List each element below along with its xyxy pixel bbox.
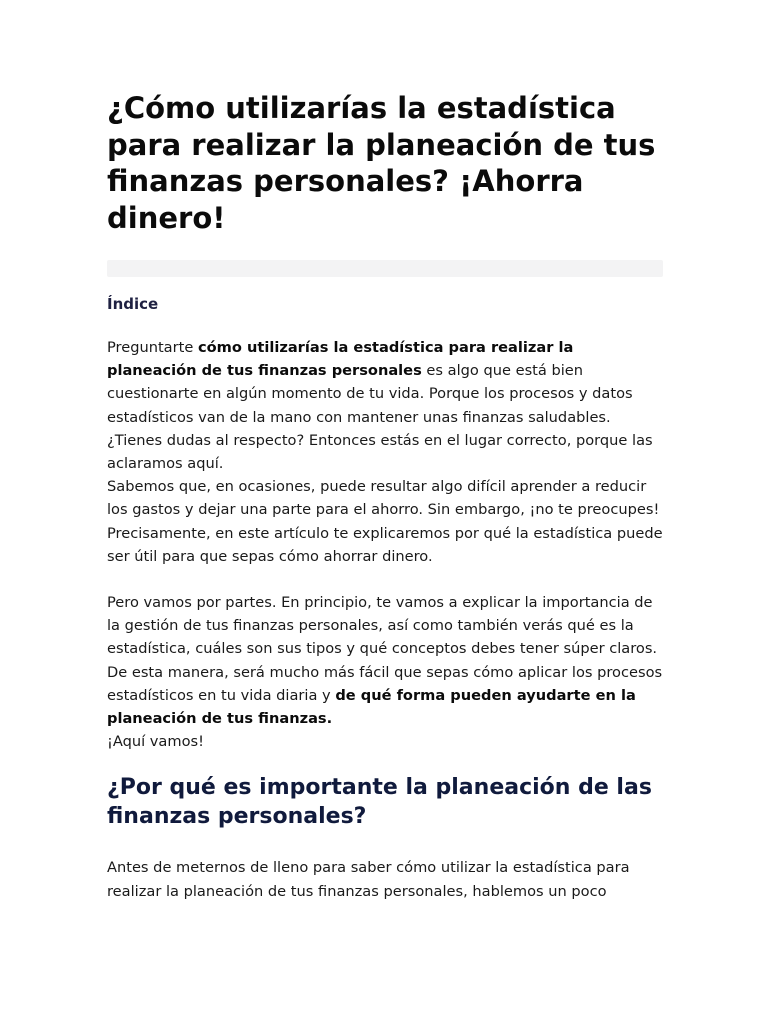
intro3-closing: ¡Aquí vamos! xyxy=(107,733,204,751)
toc-label[interactable]: Índice xyxy=(107,295,159,313)
intro-paragraph-1 xyxy=(107,336,663,475)
intro-text-continued: es algo que está bien cuestionarte en algún momento de tu vida. Porque los procesos y datos estadísticos van de la mano con mantener unas finanzas saludables. ¿Tienes dudas al respecto? Entonces estás en el lugar correcto, porque las aclaramos aquí. xyxy=(107,362,653,473)
intro-bold-text: cómo utilizarías la estadística para realizar la planeación de tus finanzas personales xyxy=(107,339,574,380)
intro3-text: Pero vamos por partes. En principio, te vamos a explicar la importancia de la gestión de tus finanzas personales, así como también verás qué es la estadística, cuáles son sus tipos y qué conceptos debes tener súper claros. De esta manera, será mucho más fácil que sepas cómo aplicar los procesos estadísticos en tu vida diaria y xyxy=(107,594,663,704)
table-of-contents-box[interactable] xyxy=(107,260,663,277)
section-paragraph-1: Antes de meternos de lleno para saber cómo utilizar la estadística para realizar la planeación de tus finanzas personales, hablemos un poco xyxy=(107,859,630,900)
intro-paragraph-2: Sabemos que, en ocasiones, puede resultar algo difícil aprender a reducir los gastos y dejar una parte para el ahorro. Sin embargo, ¡no te preocupes! Precisamente, en este artículo te explicaremos por qué la estadística puede ser útil para que sepas cómo ahorrar dinero. xyxy=(107,478,663,565)
article-title: ¿Cómo utilizarías la estadística para realizar la planeación de tus finanzas personales? ¡Ahorra dinero! xyxy=(107,91,656,235)
intro3-bold-text: de qué forma pueden ayudarte en la planeación de tus finanzas. xyxy=(107,686,636,728)
article xyxy=(107,90,663,903)
intro-paragraph-3 xyxy=(107,591,663,753)
intro-text: Preguntarte xyxy=(107,339,198,356)
section-heading: ¿Por qué es importante la planeación de las finanzas personales? xyxy=(107,775,652,830)
